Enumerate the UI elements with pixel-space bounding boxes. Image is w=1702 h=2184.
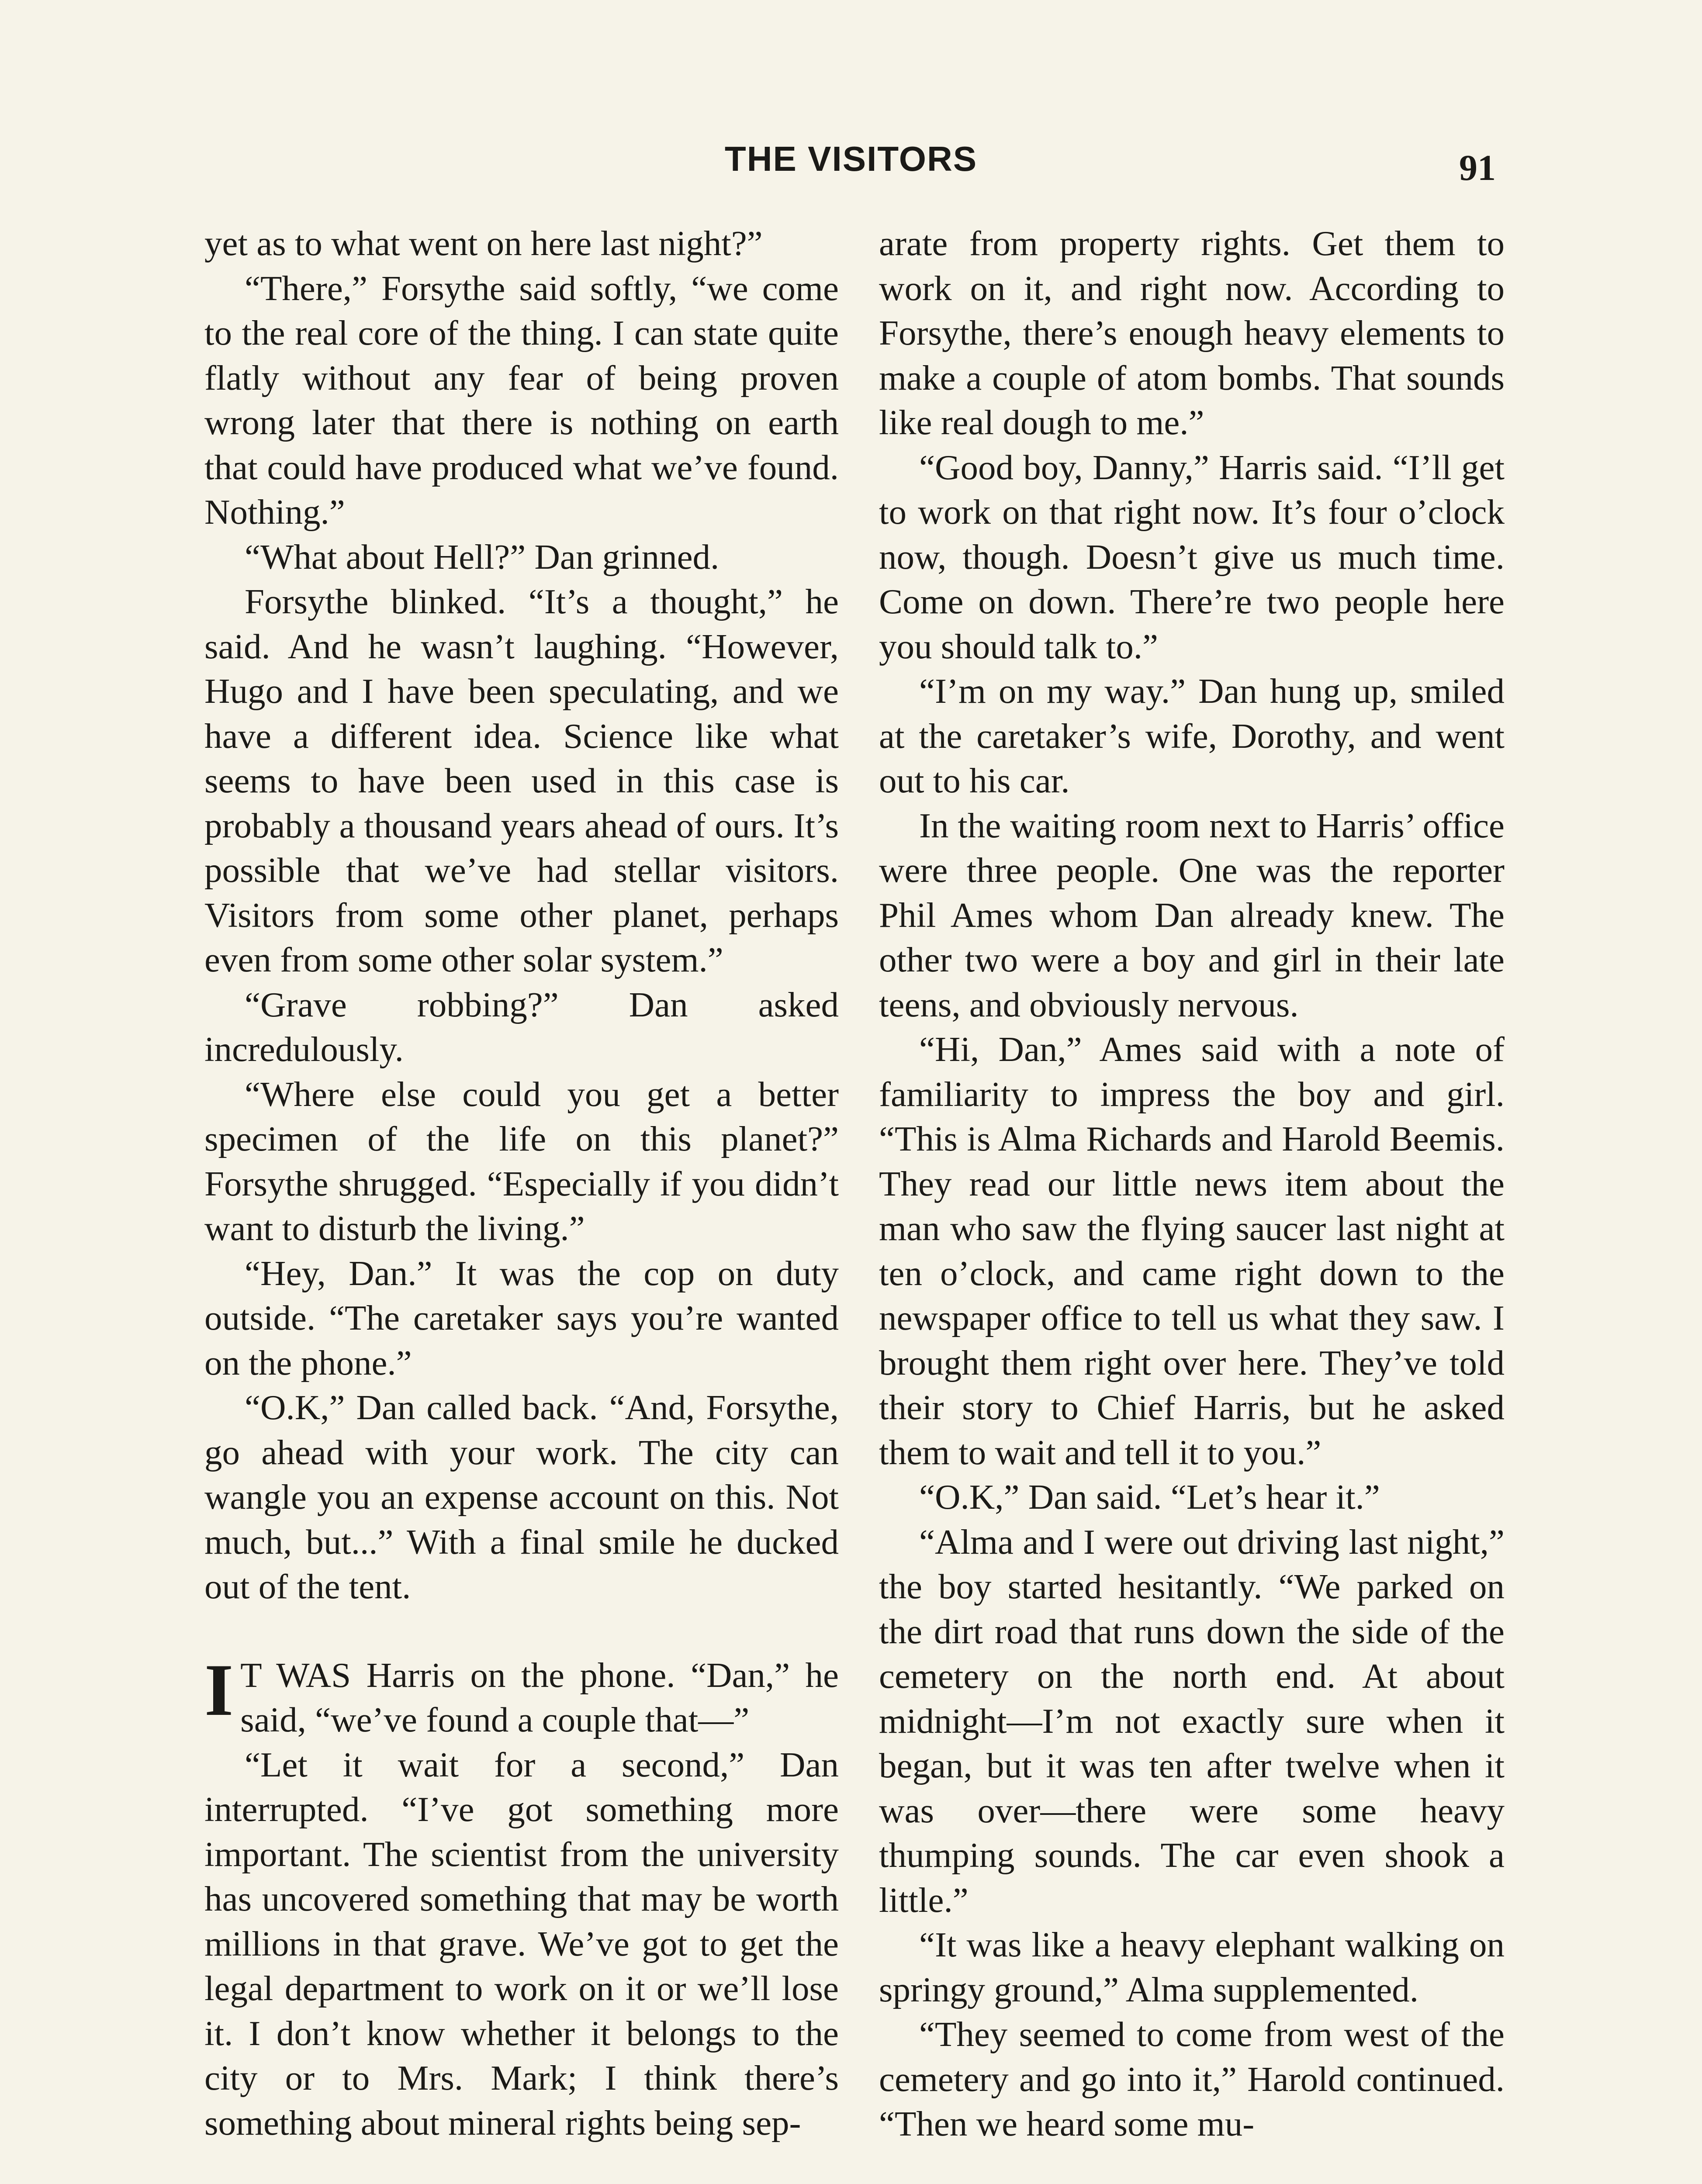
drop-cap: I <box>204 1648 234 1731</box>
running-head-title: THE VISITORS <box>724 139 978 178</box>
page-number: 91 <box>1459 148 1496 188</box>
paragraph: “Where else could you get a better specimen of the life on this planet?” Forsythe shrugged. “Especially if you didn’t want to disturb the living.” <box>204 1074 839 1248</box>
paragraph: In the waiting room next to Harris’ office were three people. One was the reporter Phil Ames whom Dan already knew. The other two were a boy and girl in their late teens, and obviously nervous. <box>879 805 1505 1024</box>
paragraph: “Hey, Dan.” It was the cop on duty outside. “The caretaker says you’re wanted on the phone.” <box>204 1253 839 1382</box>
paragraph: “Grave robbing?” Dan asked incredulously. <box>204 985 839 1069</box>
section-break <box>204 1609 839 1653</box>
paragraph: “It was like a heavy elephant walking on springy ground,” Alma supplemented. <box>879 1925 1505 2009</box>
left-text-column <box>204 221 839 2145</box>
paragraph-continued: arate from property rights. Get them to work on it, and right now. According to Forsythe, there’s enough heavy elements to make a couple of atom bombs. That sounds like real dough to me.” <box>879 224 1505 442</box>
paragraph: “O.K,” Dan said. “Let’s hear it.” <box>919 1477 1380 1517</box>
paragraph: “There,” Forsythe said softly, “we come to the real core of the thing. I can state quite flatly without any fear of being proven wrong later that there is nothing on earth that could have produced what we’ve found. Nothing.” <box>204 268 839 532</box>
paragraph: “Let it wait for a second,” Dan interrupted. “I’ve got something more important. The scientist from the university has uncovered something that may be worth millions in that grave. We’ve got to get the legal department to work on it or we’ll lose it. I don’t know whether it belongs to the city or to Mrs. Mark; I think there’s something about mineral rights being sep- <box>204 1745 839 2143</box>
paragraph: “I’m on my way.” Dan hung up, smiled at the caretaker’s wife, Dorothy, and went out to his car. <box>879 671 1505 800</box>
paragraph: “Alma and I were out driving last night,” the boy started hesitantly. “We parked on the dirt road that runs down the side of the cemetery on the north end. At about midnight—I’m not exactly sure when it began, but it was ten after twelve when it was over—there were some heavy thumping sounds. The car even shook a little.” <box>879 1522 1505 1920</box>
right-text-column <box>879 221 1505 2146</box>
section-lead-paragraph <box>204 1648 839 1742</box>
paragraph: “Good boy, Danny,” Harris said. “I’ll get to work on that right now. It’s four o’clock now, though. Doesn’t give us much time. Come on down. There’re two people here you should talk to.” <box>879 447 1505 666</box>
paragraph: “They seemed to come from west of the cemetery and go into it,” Harold continued. “Then we heard some mu- <box>879 2015 1505 2143</box>
paragraph: Forsythe blinked. “It’s a thought,” he said. And he wasn’t laughing. “However, Hugo and I have been speculating, and we have a different idea. Science like what seems to have been used in this case is probably a thousand years ahead of ours. It’s possible that we’ve had stellar visitors. Visitors from some other planet, perhaps even from some other solar system.” <box>204 582 839 979</box>
paragraph: “What about Hell?” Dan grinned. <box>245 537 720 577</box>
paragraph: “O.K,” Dan called back. “And, Forsythe, go ahead with your work. The city can wangle you an expense account on this. Not much, but...” With a final smile he ducked out of the tent. <box>204 1388 839 1606</box>
section-lead-text: T WAS Harris on the phone. “Dan,” he said, “we’ve found a couple that—” <box>240 1655 839 1739</box>
paragraph-continued: yet as to what went on here last night?” <box>204 224 763 263</box>
paragraph: “Hi, Dan,” Ames said with a note of familiarity to impress the boy and girl. “This is Alma Richards and Harold Beemis. They read our little news item about the man who saw the flying saucer last night at ten o’clock, and came right down to the newspaper office to tell us what they saw. I brought them right over here. They’ve told their story to Chief Harris, but he asked them to wait and tell it to you.” <box>879 1030 1505 1472</box>
